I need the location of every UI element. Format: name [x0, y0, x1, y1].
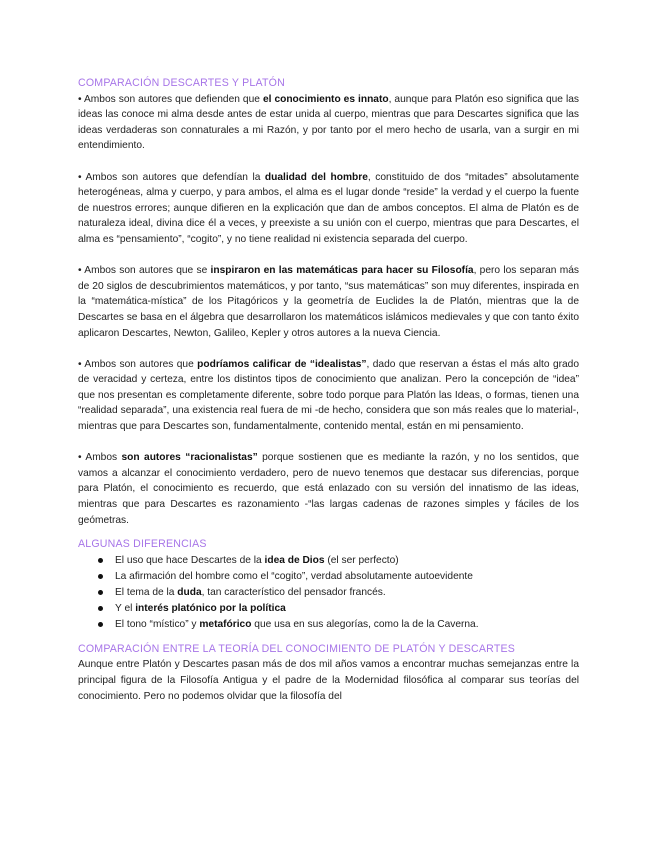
list-item: El tema de la duda, tan característico del pensador francés. — [78, 585, 579, 601]
differences-list — [78, 553, 579, 633]
section-heading-diferencias: ALGUNAS DIFERENCIAS — [78, 538, 207, 551]
paragraph-teoria-conocimiento: Aunque entre Platón y Descartes pasan más de dos mil años vamos a encontrar muchas semejanzas entre la principal figura de la Filosofía Antigua y el padre de la Modernidad filosófica al comparar sus teorías del conocimiento. Pero no podemos olvidar que la filosofía del — [78, 659, 579, 702]
bullet-icon — [98, 558, 103, 563]
bullet-icon — [98, 574, 103, 579]
list-item: La afirmación del hombre como el “cogito”, verdad absolutamente autoevidente — [78, 569, 579, 585]
list-item: Y el interés platónico por la política — [78, 601, 579, 617]
section-heading-comparacion: COMPARACIÓN DESCARTES Y PLATÓN — [78, 77, 285, 89]
list-item: El tono “místico” y metafórico que usa en sus alegorías, como la de la Caverna. — [78, 617, 579, 633]
bullet-icon — [98, 606, 103, 611]
paragraph-innatismo: • Ambos son autores que defienden que el conocimiento es innato, aunque para Platón eso significa que las ideas las conoce mi alma desde antes de estar unida al cuerpo, mientras que para Descartes significa que las ideas verdaderas son connaturales a mi Razón, y por tanto por el mero hecho de usarla, van a surgir en mi entendimiento. — [78, 93, 579, 152]
list-item: El uso que hace Descartes de la idea de Dios (el ser perfecto) — [78, 553, 579, 569]
document-body — [78, 76, 579, 704]
paragraph-idealistas: • Ambos son autores que podríamos calificar de “idealistas”, dado que reservan a éstas el más alto grado de veracidad y certeza, entre los distintos tipos de conocimiento que analizan. Pero la concepción de “idea” que nos presentan es completamente diferente, sobre todo porque para Platón las Ideas, o formas, tienen una “realidad separada”, una existencia real fuera de mi -de hecho, considera que son más reales que lo material-, mientras que para Descartes son, fundamentalmente, contenido mental, están en mi pensamiento. — [78, 358, 580, 433]
bullet-icon — [98, 590, 103, 595]
paragraph-racionalistas: • Ambos son autores “racionalistas” porque sostienen que es mediante la razón, y no los sentidos, que vamos a alcanzar el conocimiento verdadero, pero de nuevo tenemos que destacar sus diferencias, porque para Platón, el conocimiento es recuerdo, que está enlazado con su versión del innatismo de las ideas, mientras que para Descartes es razonamiento -“las largas cadenas de razones simples y fáciles de los geómetras. — [78, 452, 579, 526]
bullet-icon — [98, 622, 103, 627]
paragraph-dualidad: • Ambos son autores que defendían la dualidad del hombre, constituido de dos “mitades” absolutamente heterogéneas, alma y cuerpo, y para ambos, el alma es el lugar donde “reside” la verdad y el cuerpo la fuente de nuestros errores; aunque difieren en la explicación que dan de ambos conceptos. El alma de Platón es de naturaleza ideal, divina dice él a veces, y preexiste a su unión con el cuerpo, mientras que para Descartes, el alma es “pensamiento”, “cogito”, y no tiene realidad ni existencia separada del cuerpo. — [78, 171, 579, 245]
section-heading-teoria-conocimiento: COMPARACIÓN ENTRE LA TEORÍA DEL CONOCIMIENTO DE PLATÓN Y DESCARTES — [78, 642, 516, 655]
paragraph-matematicas: • Ambos son autores que se inspiraron en las matemáticas para hacer su Filosofía, pero los separan más de 20 siglos de descubrimientos matemáticos, y por tanto, “sus matemáticas” son muy diferentes, inspirada en la “matemática-mística” de los Pitagóricos y la geometría de Euclides la de Platón, mientras que la de Descartes se basa en el álgebra que desarrollaron los matemáticos islámicos medievales y que con tanto éxito aplicaron Descartes, Newton, Galileo, Kepler y otros autores a la nueva Ciencia. — [78, 265, 579, 339]
